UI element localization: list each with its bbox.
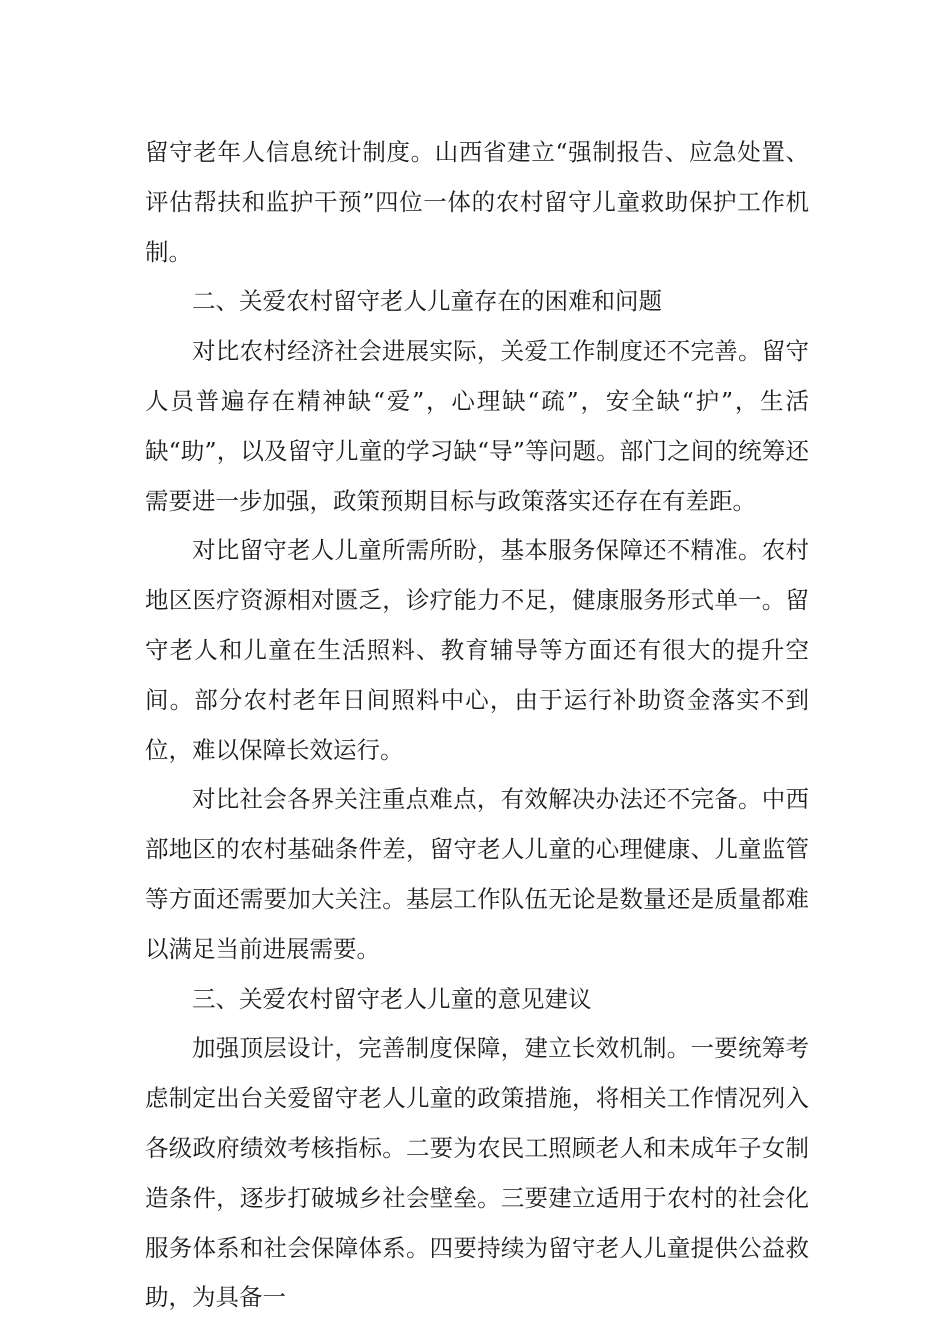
paragraph-system-gap: 对比农村经济社会进展实际，关爱工作制度还不完善。留守人员普遍存在精神缺“爱”，心理缺“疏”，安全缺“护”，生活缺“助”，以及留守儿童的学习缺“导”等问题。部门之间的统筹还需要进一步加强，政策预期目标与政策落实还存在有差距。 <box>145 337 809 515</box>
paragraph-continuation: 留守老年人信息统计制度。山西省建立“强制报告、应急处置、评估帮扶和监护干预”四位一体的农村留守儿童救助保护工作机制。 <box>145 138 809 266</box>
section-heading-3: 三、关爱农村留守老人儿童的意见建议 <box>192 984 592 1013</box>
paragraph-top-level-design: 加强顶层设计，完善制度保障，建立长效机制。一要统筹考虑制定出台关爱留守老人儿童的政策措施，将相关工作情况列入各级政府绩效考核指标。二要为农民工照顾老人和未成年子女制造条件，逐步打破城乡社会壁垒。三要建立适用于农村的社会化服务体系和社会保障体系。四要持续为留守老人儿童提供公益救助，为具备一 <box>145 1034 809 1312</box>
section-heading-2: 二、关爱农村留守老人儿童存在的困难和问题 <box>192 287 662 316</box>
paragraph-service-gap: 对比留守老人儿童所需所盼，基本服务保障还不精准。农村地区医疗资源相对匮乏，诊疗能力不足，健康服务形式单一。留守老人和儿童在生活照料、教育辅导等方面还有很大的提升空间。部分农村老年日间照料中心，由于运行补助资金落实不到位，难以保障长效运行。 <box>145 536 809 764</box>
document-body <box>145 128 809 1323</box>
paragraph-solution-gap: 对比社会各界关注重点难点，有效解决办法还不完备。中西部地区的农村基础条件差，留守老人儿童的心理健康、儿童监管等方面还需要加大关注。基层工作队伍无论是数量还是质量都难以满足当前进展需要。 <box>145 785 809 963</box>
